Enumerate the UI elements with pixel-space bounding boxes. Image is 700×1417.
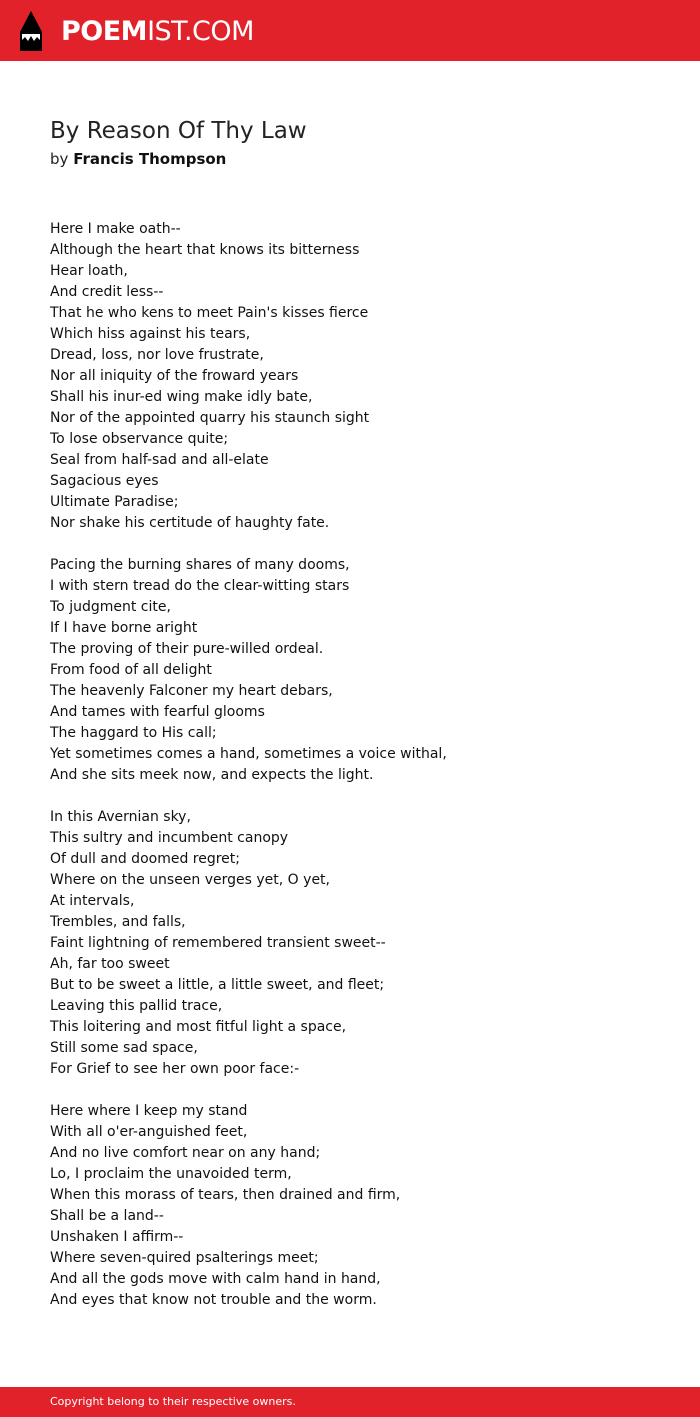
poem-title: By Reason Of Thy Law: [50, 118, 307, 144]
poem-line: When this morass of tears, then drained and firm,: [50, 1187, 401, 1203]
poem-line: With all o'er-anguished feet,: [50, 1124, 248, 1140]
poem-line: Although the heart that knows its bitterness: [50, 242, 360, 258]
poem-line: This loitering and most fitful light a space,: [50, 1019, 347, 1035]
poem-stanza: [50, 1101, 660, 1311]
site-logo-text: [61, 15, 254, 47]
poem-line: This sultry and incumbent canopy: [50, 830, 289, 846]
poem-line: The haggard to His call;: [50, 725, 217, 741]
poem-line: Lo, I proclaim the unavoided term,: [50, 1166, 292, 1182]
poem-byline: [50, 148, 226, 170]
poem-line: That he who kens to meet Pain's kisses fierce: [50, 305, 369, 321]
poem-line: Where seven-quired psalterings meet;: [50, 1250, 319, 1266]
poem-line: And eyes that know not trouble and the worm.: [50, 1292, 377, 1308]
site-logo-link[interactable]: [18, 10, 254, 52]
poem-line: The heavenly Falconer my heart debars,: [50, 683, 333, 699]
poem-line: Faint lightning of remembered transient sweet--: [50, 935, 386, 951]
poem-stanza: [50, 219, 660, 534]
poem-line: The proving of their pure-willed ordeal.: [50, 641, 324, 657]
poem-line: Still some sad space,: [50, 1040, 198, 1056]
logo-text-light: IST.COM: [147, 15, 254, 47]
poem-line: Which hiss against his tears,: [50, 326, 251, 342]
by-label: by: [50, 150, 69, 168]
poem-line: Ultimate Paradise;: [50, 494, 179, 510]
poem-line: And credit less--: [50, 284, 164, 300]
poem-line: Shall his inur-ed wing make idly bate,: [50, 389, 313, 405]
poem-line: Sagacious eyes: [50, 473, 159, 489]
poem-line: But to be sweet a little, a little sweet, and fleet;: [50, 977, 385, 993]
poem-line: Leaving this pallid trace,: [50, 998, 223, 1014]
poem-line: Nor all iniquity of the froward years: [50, 368, 299, 384]
poem-line: From food of all delight: [50, 662, 212, 678]
poem-line: Yet sometimes comes a hand, sometimes a voice withal,: [50, 746, 447, 762]
poem-body: [50, 219, 660, 1332]
site-header: [0, 0, 700, 61]
poem-line: At intervals,: [50, 893, 135, 909]
poem-line: And all the gods move with calm hand in hand,: [50, 1271, 381, 1287]
poem-line: In this Avernian sky,: [50, 809, 191, 825]
author-link[interactable]: Francis Thompson: [73, 150, 227, 168]
poem-line: Unshaken I affirm--: [50, 1229, 184, 1245]
poem-line: Seal from half-sad and all-elate: [50, 452, 269, 468]
poem-line: Nor of the appointed quarry his staunch sight: [50, 410, 370, 426]
poem-line: Of dull and doomed regret;: [50, 851, 240, 867]
poem-line: For Grief to see her own poor face:-: [50, 1061, 300, 1077]
poem-line: And she sits meek now, and expects the light.: [50, 767, 374, 783]
poem-line: Dread, loss, nor love frustrate,: [50, 347, 264, 363]
site-footer: [0, 1387, 700, 1417]
copyright-text: Copyright belong to their respective owners.: [50, 1395, 296, 1408]
poem-stanza: [50, 807, 660, 1080]
poem-line: Hear loath,: [50, 263, 128, 279]
poem-line: If I have borne aright: [50, 620, 198, 636]
logo-text-strong: POEM: [61, 15, 148, 47]
poem-line: Pacing the burning shares of many dooms,: [50, 557, 350, 573]
poem-line: To lose observance quite;: [50, 431, 229, 447]
poem-line: I with stern tread do the clear-witting stars: [50, 578, 350, 594]
poem-line: Where on the unseen verges yet, O yet,: [50, 872, 330, 888]
poem-line: To judgment cite,: [50, 599, 171, 615]
poem-line: Trembles, and falls,: [50, 914, 186, 930]
poem-stanza: [50, 555, 660, 786]
poem-line: Ah, far too sweet: [50, 956, 170, 972]
poem-line: Nor shake his certitude of haughty fate.: [50, 515, 330, 531]
poem-line: Here I make oath--: [50, 221, 181, 237]
poem-line: Here where I keep my stand: [50, 1103, 248, 1119]
pencil-tip-icon: [18, 10, 44, 52]
poem-line: And tames with fearful glooms: [50, 704, 265, 720]
poem-line: Shall be a land--: [50, 1208, 164, 1224]
poem-line: And no live comfort near on any hand;: [50, 1145, 321, 1161]
